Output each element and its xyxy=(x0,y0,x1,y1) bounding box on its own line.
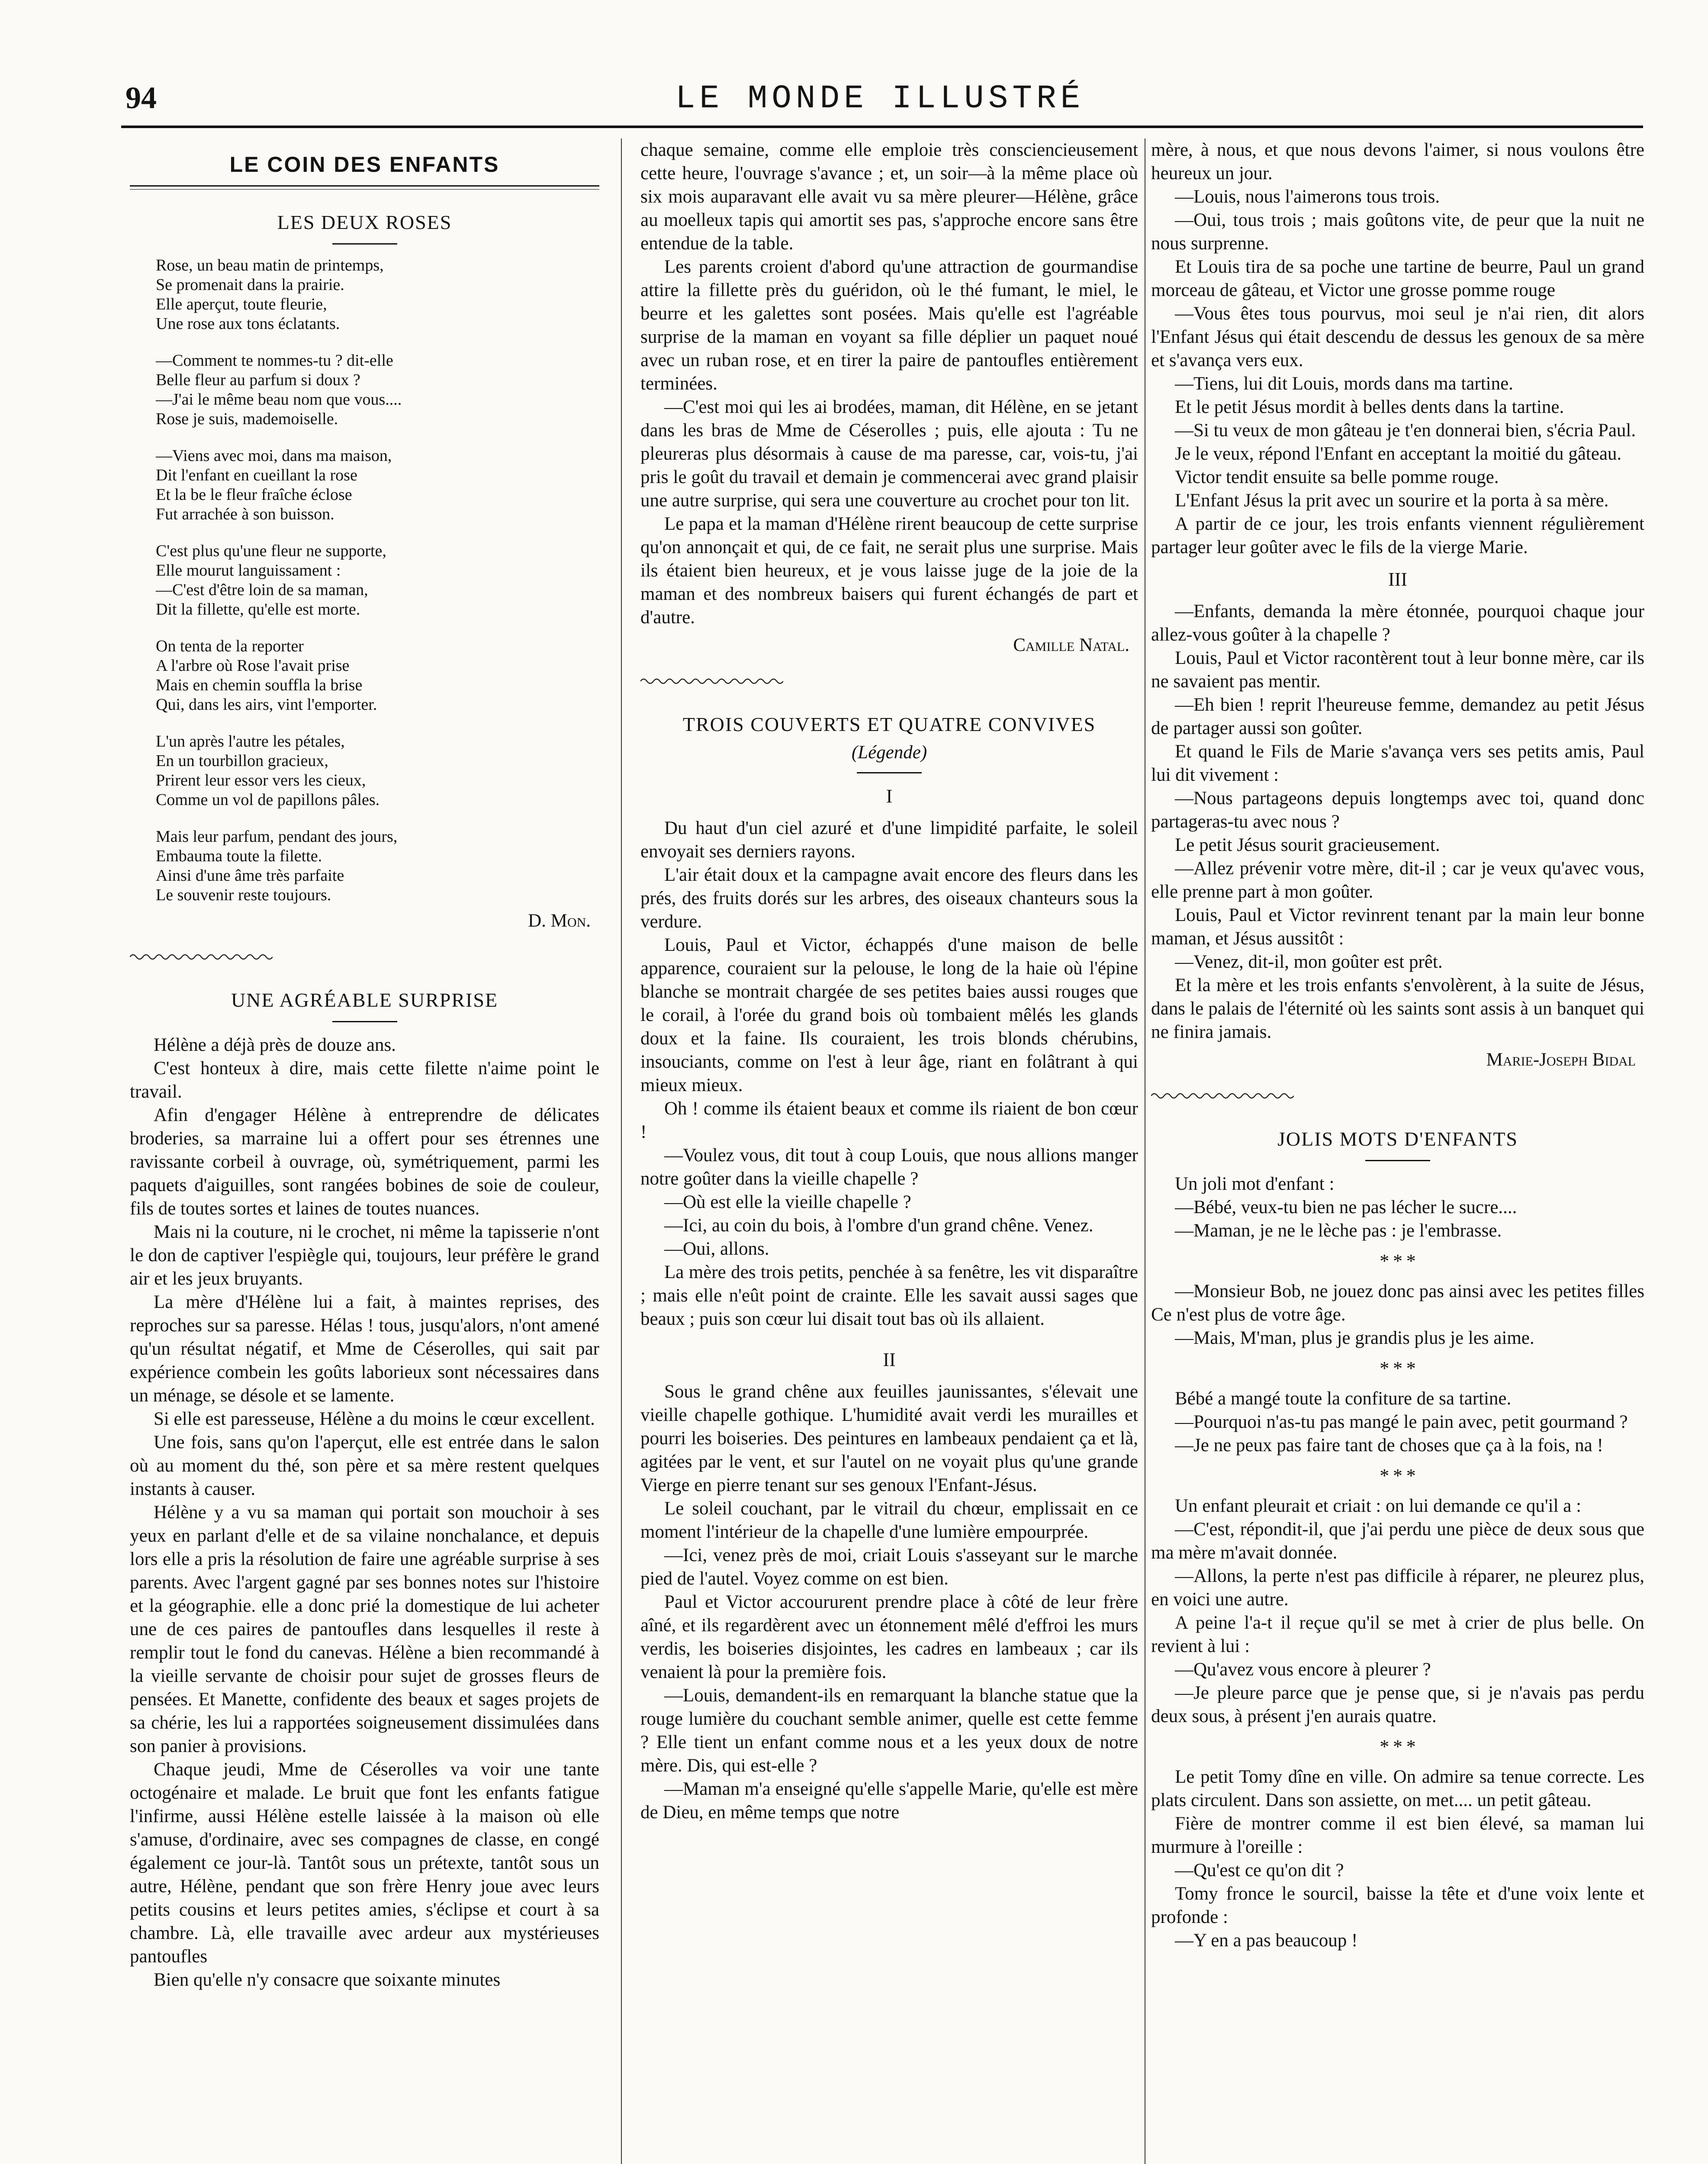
paragraph: Oh ! comme ils étaient beaux et comme ils riaient de bon cœur ! xyxy=(640,1098,1138,1142)
journal-title: LE MONDE ILLUSTRÉ xyxy=(675,80,1085,117)
poem-line: Comme un vol de papillons pâles. xyxy=(156,791,380,809)
paragraph: Chaque jeudi, Mme de Céserolles va voir une tante octogénaire et malade. Le bruit que font les enfants fatigue l'infirme, aussi Hélène estelle laissée à la maison où elle s'amuse, d'ordinaire, avec ses compagnes de classe, en congé également ce jour-là. Tantôt sous un prétexte, tantôt sous un autre, Hélène, pendant que son frère Henry joue avec leurs petits cousins et leurs petites amies, s'éclipse et court à sa chambre. Là, elle travaille avec ardeur aux mystérieuses pantoufles xyxy=(130,1759,599,1967)
paragraph: Les parents croient d'abord qu'une attraction de gourmandise attire la fillette près du guéridon, où le thé fumant, le miel, le beurre et les galettes sont posées. Mais qu'elle est l'agréable surprise de la maman en voyant sa fille déplier un paquet noué avec un ruban rose, et en tirer la paire de pantoufles entièrement terminées. xyxy=(640,257,1138,394)
title-rule xyxy=(857,772,922,773)
page-header xyxy=(125,76,1634,128)
paragraph: —Maman m'a enseigné qu'elle s'appelle Marie, qu'elle est mère de Dieu, en même temps que notre xyxy=(640,1779,1138,1823)
section-rule xyxy=(130,185,599,190)
poem-line: —Comment te nommes-tu ? dit-elle xyxy=(156,351,393,370)
legend-signature: Marie-Joseph Bidal xyxy=(1486,1050,1636,1070)
poem-line: Elle aperçut, toute fleurie, xyxy=(156,295,327,313)
paragraph: Et la mère et les trois enfants s'envolèrent, à la suite de Jésus, dans le palais de l'éternité où les saints sont assis à un banquet qui ne finira jamais. xyxy=(1151,975,1644,1042)
poem-line: Belle fleur au parfum si doux ? xyxy=(156,371,360,389)
poem-line: —C'est d'être loin de sa maman, xyxy=(156,581,368,599)
poem-line: Et la be le fleur fraîche éclose xyxy=(156,486,352,504)
paragraph: —Où est elle la vieille chapelle ? xyxy=(664,1192,911,1212)
paragraph: Bébé a mangé toute la confiture de sa tartine. xyxy=(1175,1388,1512,1409)
poem-line: Prirent leur essor vers les cieux, xyxy=(156,771,366,789)
paragraph: Et le petit Jésus mordit à belles dents dans la tartine. xyxy=(1175,397,1564,417)
poem-line: Mais en chemin souffla la brise xyxy=(156,676,363,694)
poem-line: Elle mourut languissament : xyxy=(156,561,341,580)
poem-line: On tenta de la reporter xyxy=(156,637,304,655)
paragraph: mère, à nous, et que nous devons l'aimer, si nous voulons être heureux un jour. xyxy=(1151,140,1644,184)
wavy-separator xyxy=(130,953,273,961)
paragraph: —Voulez vous, dit tout à coup Louis, que nous allions manger notre goûter dans la vieille chapelle ? xyxy=(640,1145,1138,1189)
poem-line: Rose je suis, mademoiselle. xyxy=(156,410,338,428)
poem-line: Fut arrachée à son buisson. xyxy=(156,505,335,523)
paragraph: L'air était doux et la campagne avait encore des fleurs dans les prés, des fruits dorés sur les arbres, des oiseaux chanteurs sous la verdure. xyxy=(640,865,1138,932)
paragraph: —Louis, demandent-ils en remarquant la blanche statue que la rouge lumière du couchant semble animer, quelle est cette femme ? Elle tient un enfant comme nous et a les yeux doux de notre mère. Dis, qui est-elle ? xyxy=(640,1685,1138,1776)
paragraph: L'Enfant Jésus la prit avec un sourire et la porta à sa mère. xyxy=(1175,490,1609,511)
paragraph: Le petit Tomy dîne en ville. On admire sa tenue correcte. Les plats circulent. Dans son assiette, on met.... un petit gâteau. xyxy=(1151,1767,1644,1810)
paragraph: Le soleil couchant, par le vitrail du chœur, emplissait en ce moment l'intérieur de la chapelle d'une lumière empourprée. xyxy=(640,1498,1138,1542)
poem-line: Une rose aux tons éclatants. xyxy=(156,315,340,333)
paragraph: —Mais, M'man, plus je grandis plus je les aime. xyxy=(1175,1328,1534,1348)
paragraph: —Bébé, veux-tu bien ne pas lécher le sucre.... xyxy=(1175,1197,1517,1217)
paragraph: La mère d'Hélène lui a fait, à maintes reprises, des reproches sur sa paresse. Hélas ! tous, jusqu'alors, n'ont amené qu'un résultat négatif, et Mme de Céserolles, qui sait par expérience combein les goûts laborieux sont nécessaires dans un ménage, se désole et se lamente. xyxy=(130,1292,599,1406)
poem-title: LES DEUX ROSES xyxy=(277,211,452,233)
poem xyxy=(156,256,599,905)
paragraph: —Maman, je ne le lèche pas : je l'embrasse. xyxy=(1175,1220,1502,1241)
title-rule xyxy=(332,243,397,245)
mots-title: JOLIS MOTS D'ENFANTS xyxy=(1277,1128,1518,1150)
poem-line: Ainsi d'une âme très parfaite xyxy=(156,866,344,885)
column-3 xyxy=(1151,138,1644,2164)
part-number: II xyxy=(883,1349,896,1370)
poem-line: Le souvenir reste toujours. xyxy=(156,886,331,904)
paragraph: —Eh bien ! reprit l'heureuse femme, demandez au petit Jésus de partager aussi son goûter. xyxy=(1151,695,1644,738)
paragraph: —Ici, venez près de moi, criait Louis s'asseyant sur le marche pied de l'autel. Voyez comme on est bien. xyxy=(640,1545,1138,1589)
paragraph: Paul et Victor accoururent prendre place à côté de leur frère aîné, et ils regardèrent avec un étonnement mêlé d'effroi les murs verdis, les boiseries disjointes, les cadres en lambeaux ; car ils venaient là pour la première fois. xyxy=(640,1592,1138,1682)
asterism-separator: * * * xyxy=(1380,1465,1416,1486)
poem-line: —J'ai le même beau nom que vous.... xyxy=(156,390,402,409)
poem-line: Rose, un beau matin de printemps, xyxy=(156,256,384,274)
title-rule xyxy=(332,1021,397,1022)
paragraph: Sous le grand chêne aux feuilles jaunissantes, s'élevait une vieille chapelle gothique. L'humidité avait verdi les murailles et pourri les boiseries. Des peintures en lambeaux pendaient ça et là, agitées par le vent, et sur l'autel on ne voyait plus qu'une grande Vierge en pierre tenant sur ses genoux l'Enfant-Jésus. xyxy=(640,1381,1138,1495)
paragraph: —Je ne peux pas faire tant de choses que ça à la fois, na ! xyxy=(1175,1435,1603,1456)
paragraph: Louis, Paul et Victor racontèrent tout à leur bonne mère, car ils ne savaient pas mentir. xyxy=(1151,648,1644,692)
paragraph: —Nous partageons depuis longtemps avec toi, quand donc partageras-tu avec nous ? xyxy=(1151,788,1644,832)
poem-line: Se promenait dans la prairie. xyxy=(156,276,344,294)
asterism-separator: * * * xyxy=(1380,1358,1416,1379)
page-number: 94 xyxy=(125,81,157,115)
part-number: I xyxy=(886,786,893,807)
paragraph: Le papa et la maman d'Hélène rirent beaucoup de cette surprise qu'on annonçait et qui, de ce fait, ne serait plus une surprise. Mais ils étaient bien heureux, et je vous laisse juge de la joie de la maman et des nombreux baisers qui furent échangés de part et d'autre. xyxy=(640,514,1138,628)
paragraph: Si elle est paresseuse, Hélène a du moins le cœur excellent. xyxy=(154,1409,595,1429)
paragraph: La mère des trois petits, penchée à sa fenêtre, les vit disparaître ; mais elle n'eût point de crainte. Elle les savait aussi sages que beaux ; puis son cœur lui disait tout bas où ils allaient. xyxy=(640,1262,1138,1329)
paragraph: —Qu'avez vous encore à pleurer ? xyxy=(1175,1659,1431,1680)
column-1 xyxy=(130,138,599,2164)
paragraph: C'est honteux à dire, mais cette filette n'aime point le travail. xyxy=(130,1058,599,1102)
legend-title: TROIS COUVERTS ET QUATRE CONVIVES xyxy=(682,713,1096,735)
paragraph: —Y en a pas beaucoup ! xyxy=(1175,1930,1358,1951)
paragraph: —C'est, répondit-il, que j'ai perdu une pièce de deux sous que ma mère m'avait donnée. xyxy=(1151,1519,1644,1563)
poem-line: Mais leur parfum, pendant des jours, xyxy=(156,828,398,846)
poem-stanza xyxy=(156,541,599,619)
poem-stanza xyxy=(156,827,599,905)
poem-stanza xyxy=(156,446,599,524)
legend-subtitle: (Légende) xyxy=(851,742,927,763)
paragraph: chaque semaine, comme elle emploie très consciencieusement cette heure, l'ouvrage s'avance ; et, un soir—à la même place où six mois auparavant elle avait vu sa mère pleurer—Hélène, grâce au moelleux tapis qui amortit ses pas, s'approche encore sans être entendue de la table. xyxy=(640,140,1138,254)
paragraph: —Je pleure parce que je pense que, si je n'avais pas perdu deux sous, à présent j'en aurais quatre. xyxy=(1151,1683,1644,1726)
poem-line: Dit la fillette, qu'elle est morte. xyxy=(156,600,360,618)
paragraph: Afin d'engager Hélène à entreprendre de délicates broderies, sa marraine lui a offert pour ses étrennes une ravissante corbeil à ouvrage, où, symétriquement, parmi les paquets d'aiguilles, sont rangées bobines de soie de couleur, fils de toutes sortes et laines de toutes nuances. xyxy=(130,1105,599,1219)
paragraph: Louis, Paul et Victor revinrent tenant par la main leur bonne maman, et Jésus aussitôt : xyxy=(1151,905,1644,949)
paragraph: Fière de montrer comme il est bien élevé, sa maman lui murmure à l'oreille : xyxy=(1151,1813,1644,1857)
paragraph: Mais ni la couture, ni le crochet, ni même la tapisserie n'ont le don de captiver l'espiègle qui, toujours, leur préfère le grand air et les jeux bruyants. xyxy=(130,1222,599,1289)
asterism-separator: * * * xyxy=(1380,1250,1416,1272)
paragraph: —Oui, allons. xyxy=(664,1239,769,1259)
paragraph: Un enfant pleurait et criait : on lui demande ce qu'il a : xyxy=(1175,1496,1582,1516)
section-title: LE COIN DES ENFANTS xyxy=(229,152,500,177)
header-rule xyxy=(121,126,1643,128)
poem-line: Embauma toute la filette. xyxy=(156,847,322,865)
paragraph: Du haut d'un ciel azuré et d'une limpidité parfaite, le soleil envoyait ses derniers rayons. xyxy=(640,818,1138,862)
paragraph: Hélène a déjà près de douze ans. xyxy=(154,1035,396,1055)
poem-stanza xyxy=(156,351,599,429)
paragraph: Et Louis tira de sa poche une tartine de beurre, Paul un grand morceau de gâteau, et Victor une grosse pomme rouge xyxy=(1151,257,1644,300)
paragraph: —Vous êtes tous pourvus, moi seul je n'ai rien, dit alors l'Enfant Jésus qui était descendu de dessus les genoux de sa mère et s'avança vers eux. xyxy=(1151,303,1644,370)
paragraph: —Qu'est ce qu'on dit ? xyxy=(1175,1860,1344,1881)
column-divider xyxy=(621,138,622,2164)
paragraph: Bien qu'elle n'y consacre que soixante minutes xyxy=(154,1970,501,1990)
paragraph: —Monsieur Bob, ne jouez donc pas ainsi avec les petites filles Ce n'est plus de votre âge. xyxy=(1151,1281,1644,1325)
paragraph: Et quand le Fils de Marie s'avança vers ses petits amis, Paul lui dit vivement : xyxy=(1151,741,1644,785)
poem-line: Dit l'enfant en cueillant la rose xyxy=(156,466,357,484)
poem-stanza xyxy=(156,637,599,715)
wavy-separator xyxy=(640,677,783,686)
paragraph: —Louis, nous l'aimerons tous trois. xyxy=(1175,187,1440,207)
story-signature: Camille Natal. xyxy=(1013,635,1129,655)
poem-line: —Viens avec moi, dans ma maison, xyxy=(156,447,392,465)
paragraph: Je le veux, répond l'Enfant en acceptant la moitié du gâteau. xyxy=(1175,444,1622,464)
paragraph: —Pourquoi n'as-tu pas mangé le pain avec, petit gourmand ? xyxy=(1175,1412,1628,1432)
title-rule xyxy=(1365,1160,1430,1161)
poem-stanza xyxy=(156,732,599,810)
paragraph: Hélène y a vu sa maman qui portait son mouchoir à ses yeux en parlant d'elle et de sa vilaine nonchalance, et depuis lors elle a pris la résolution de faire une agréable surprise à ses parents. Avec l'argent gagné par ses bonnes notes sur l'histoire et la géographie. elle a donc prié la domestique de lui acheter une de ces paires de pantoufles dans lesquelles il reste à remplir tout le fond du canevas. Hélène a bien recommandé à la vieille servante de choisir pour sujet de grosses fleurs de pensées. Et Manette, confidente des beaux et sages projets de sa chérie, les lui a rapportées soigneusement dissimulées dans son panier à provisions. xyxy=(130,1502,599,1756)
paragraph: Victor tendit ensuite sa belle pomme rouge. xyxy=(1175,467,1499,487)
poem-signature: D. Mon. xyxy=(528,911,591,931)
paragraph: —Allons, la perte n'est pas difficile à réparer, ne pleurez plus, en voici une autre. xyxy=(1151,1566,1644,1610)
paragraph: Une fois, sans qu'on l'aperçut, elle est entrée dans le salon où au moment du thé, son père et sa mère restent quelques instants à causer. xyxy=(130,1432,599,1499)
poem-line: En un tourbillon gracieux, xyxy=(156,752,328,770)
paragraph: —Allez prévenir votre mère, dit-il ; car je veux qu'avec vous, elle prenne part à mon goûter. xyxy=(1151,858,1644,902)
wavy-separator xyxy=(1151,1092,1294,1100)
story-body xyxy=(130,1034,599,1992)
paragraph: Un joli mot d'enfant : xyxy=(1175,1174,1335,1194)
story-title: UNE AGRÉABLE SURPRISE xyxy=(231,989,499,1011)
paragraph: —Enfants, demanda la mère étonnée, pourquoi chaque jour allez-vous goûter à la chapelle ? xyxy=(1151,601,1644,645)
paragraph: A partir de ce jour, les trois enfants viennent régulièrement partager leur goûter avec le fils de la vierge Marie. xyxy=(1151,514,1644,557)
paragraph: —Si tu veux de mon gâteau je t'en donnerai bien, s'écria Paul. xyxy=(1175,420,1636,441)
paragraph: Louis, Paul et Victor, échappés d'une maison de belle apparence, couraient sur la pelouse, le long de la haie où l'épine blanche se montrait chargée de ses petites baies aussi rouges que le corail, à l'orée du grand bois où tombaient mêlés les glands doux et la faine. Ils couraient, les trois blonds chérubins, insouciants, comme on l'est à leur âge, riant en folâtrant à qui mieux mieux. xyxy=(640,935,1138,1095)
poem-line: L'un après l'autre les pétales, xyxy=(156,732,345,750)
column-2 xyxy=(640,138,1138,2164)
paragraph: Tomy fronce le sourcil, baisse la tête et d'une voix lente et profonde : xyxy=(1151,1884,1644,1927)
asterism-separator: * * * xyxy=(1380,1736,1416,1757)
paragraph: —Oui, tous trois ; mais goûtons vite, de peur que la nuit ne nous surprenne. xyxy=(1151,210,1644,254)
paragraph: —Tiens, lui dit Louis, mords dans ma tartine. xyxy=(1175,374,1513,394)
paragraph: —Ici, au coin du bois, à l'ombre d'un grand chêne. Venez. xyxy=(664,1215,1094,1236)
paragraph: —Venez, dit-il, mon goûter est prêt. xyxy=(1175,952,1443,972)
poem-line: C'est plus qu'une fleur ne supporte, xyxy=(156,542,386,560)
paragraph: Le petit Jésus sourit gracieusement. xyxy=(1175,835,1440,855)
part-number: III xyxy=(1388,569,1407,590)
paragraph: —C'est moi qui les ai brodées, maman, dit Hélène, en se jetant dans les bras de Mme de Céserolles ; puis, elle ajouta : Tu ne pleureras plus désormais à cause de ma paresse, car, vois-tu, j'ai pris le goût du travail et demain je commencerai avec grand plaisir une autre surprise, qui sera une couverture au crochet pour ton lit. xyxy=(640,397,1138,511)
poem-stanza xyxy=(156,256,599,334)
poem-line: Qui, dans les airs, vint l'emporter. xyxy=(156,696,377,714)
poem-line: A l'arbre où Rose l'avait prise xyxy=(156,657,350,675)
paragraph: A peine l'a-t il reçue qu'il se met à crier de plus belle. On revient à lui : xyxy=(1151,1613,1644,1656)
